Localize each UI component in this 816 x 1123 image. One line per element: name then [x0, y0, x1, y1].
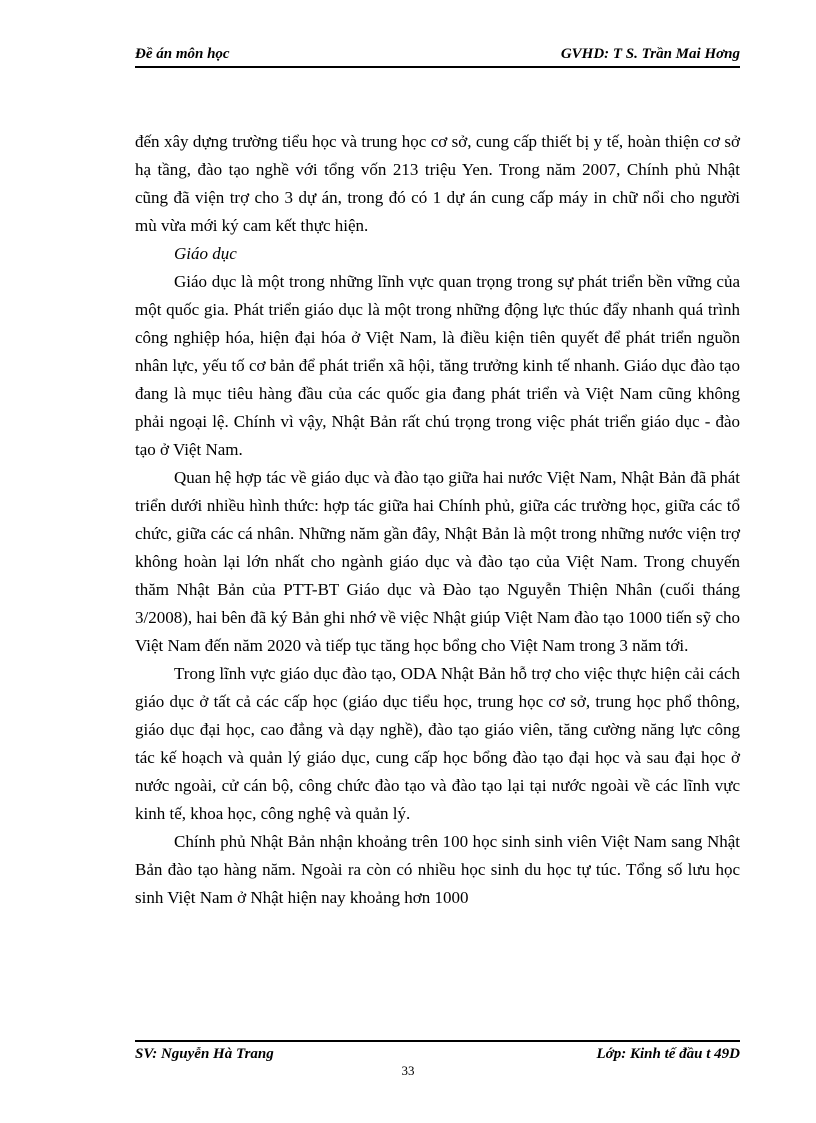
header-supervisor: GVHD: T S. Trần Mai Hơng [560, 46, 740, 62]
section-heading: Giáo dục [174, 244, 237, 263]
page-header [135, 46, 740, 68]
document-body [135, 128, 740, 912]
intro-paragraph: đến xây dựng trường tiểu học và trung học cơ sở, cung cấp thiết bị y tế, hoàn thiện cơ sở hạ tầng, đào tạo nghề với tổng vốn 213 triệu Yen. Trong năm 2007, Chính phủ Nhật cũng đã viện trợ cho 3 dự án, trong đó có 1 dự án cung cấp máy in chữ nổi cho người mù vừa mới ký cam kết thực hiện. [135, 132, 740, 235]
footer-class: Lớp: Kinh tế đầu t 49D [596, 1046, 740, 1062]
page-number: 33 [401, 1063, 415, 1078]
body-paragraph: Trong lĩnh vực giáo dục đào tạo, ODA Nhật Bản hỗ trợ cho việc thực hiện cải cách giáo dục ở tất cả các cấp học (giáo dục tiểu học, trung học cơ sở, trung học phổ thông, giáo dục đại học, cao đẳng và dạy nghề), đào tạo giáo viên, tăng cường năng lực công tác kế hoạch và quản lý giáo dục, cung cấp học bổng đào tạo đại học và sau đại học ở nước ngoài, cử cán bộ, công chức đào tạo và đào tạo lại tại nước ngoài về các lĩnh vực kinh tế, khoa học, công nghệ và quản lý. [135, 664, 740, 823]
footer-student-name: SV: Nguyễn Hà Trang [135, 1046, 274, 1062]
page-footer [135, 1040, 740, 1064]
body-paragraph: Quan hệ hợp tác về giáo dục và đào tạo giữa hai nước Việt Nam, Nhật Bản đã phát triển dưới nhiều hình thức: hợp tác giữa hai Chính phủ, giữa các trường học, giữa các tổ chức, giữa các cá nhân. Những năm gần đây, Nhật Bản là một trong những nước viện trợ không hoàn lại lớn nhất cho ngành giáo dục và đào tạo của Việt Nam. Trong chuyến thăm Nhật Bản của PTT-BT Giáo dục và Đào tạo Nguyễn Thiện Nhân (cuối tháng 3/2008), hai bên đã ký Bản ghi nhớ về việc Nhật giúp Việt Nam đào tạo 1000 tiến sỹ cho Việt Nam đến năm 2020 và tiếp tục tăng học bổng cho Việt Nam trong 3 năm tới. [135, 468, 740, 655]
body-paragraph: Chính phủ Nhật Bản nhận khoảng trên 100 học sinh sinh viên Việt Nam sang Nhật Bản đào tạo hàng năm. Ngoài ra còn có nhiều học sinh du học tự túc. Tổng số lưu học sinh Việt Nam ở Nhật hiện nay khoảng hơn 1000 [135, 832, 740, 907]
body-paragraph: Giáo dục là một trong những lĩnh vực quan trọng trong sự phát triển bền vững của một quốc gia. Phát triển giáo dục là một trong những động lực thúc đẩy nhanh quá trình công nghiệp hóa, hiện đại hóa ở Việt Nam, là điều kiện tiên quyết để phát triển nguồn nhân lực, yếu tố cơ bản để phát triển xã hội, tăng trưởng kinh tế nhanh. Giáo dục đào tạo đang là mục tiêu hàng đầu của các quốc gia đang phát triển và Việt Nam cũng không phải ngoại lệ. Chính vì vậy, Nhật Bản rất chú trọng trong việc phát triển giáo dục - đào tạo ở Việt Nam. [135, 272, 740, 459]
header-course-title: Đề án môn học [135, 46, 230, 62]
